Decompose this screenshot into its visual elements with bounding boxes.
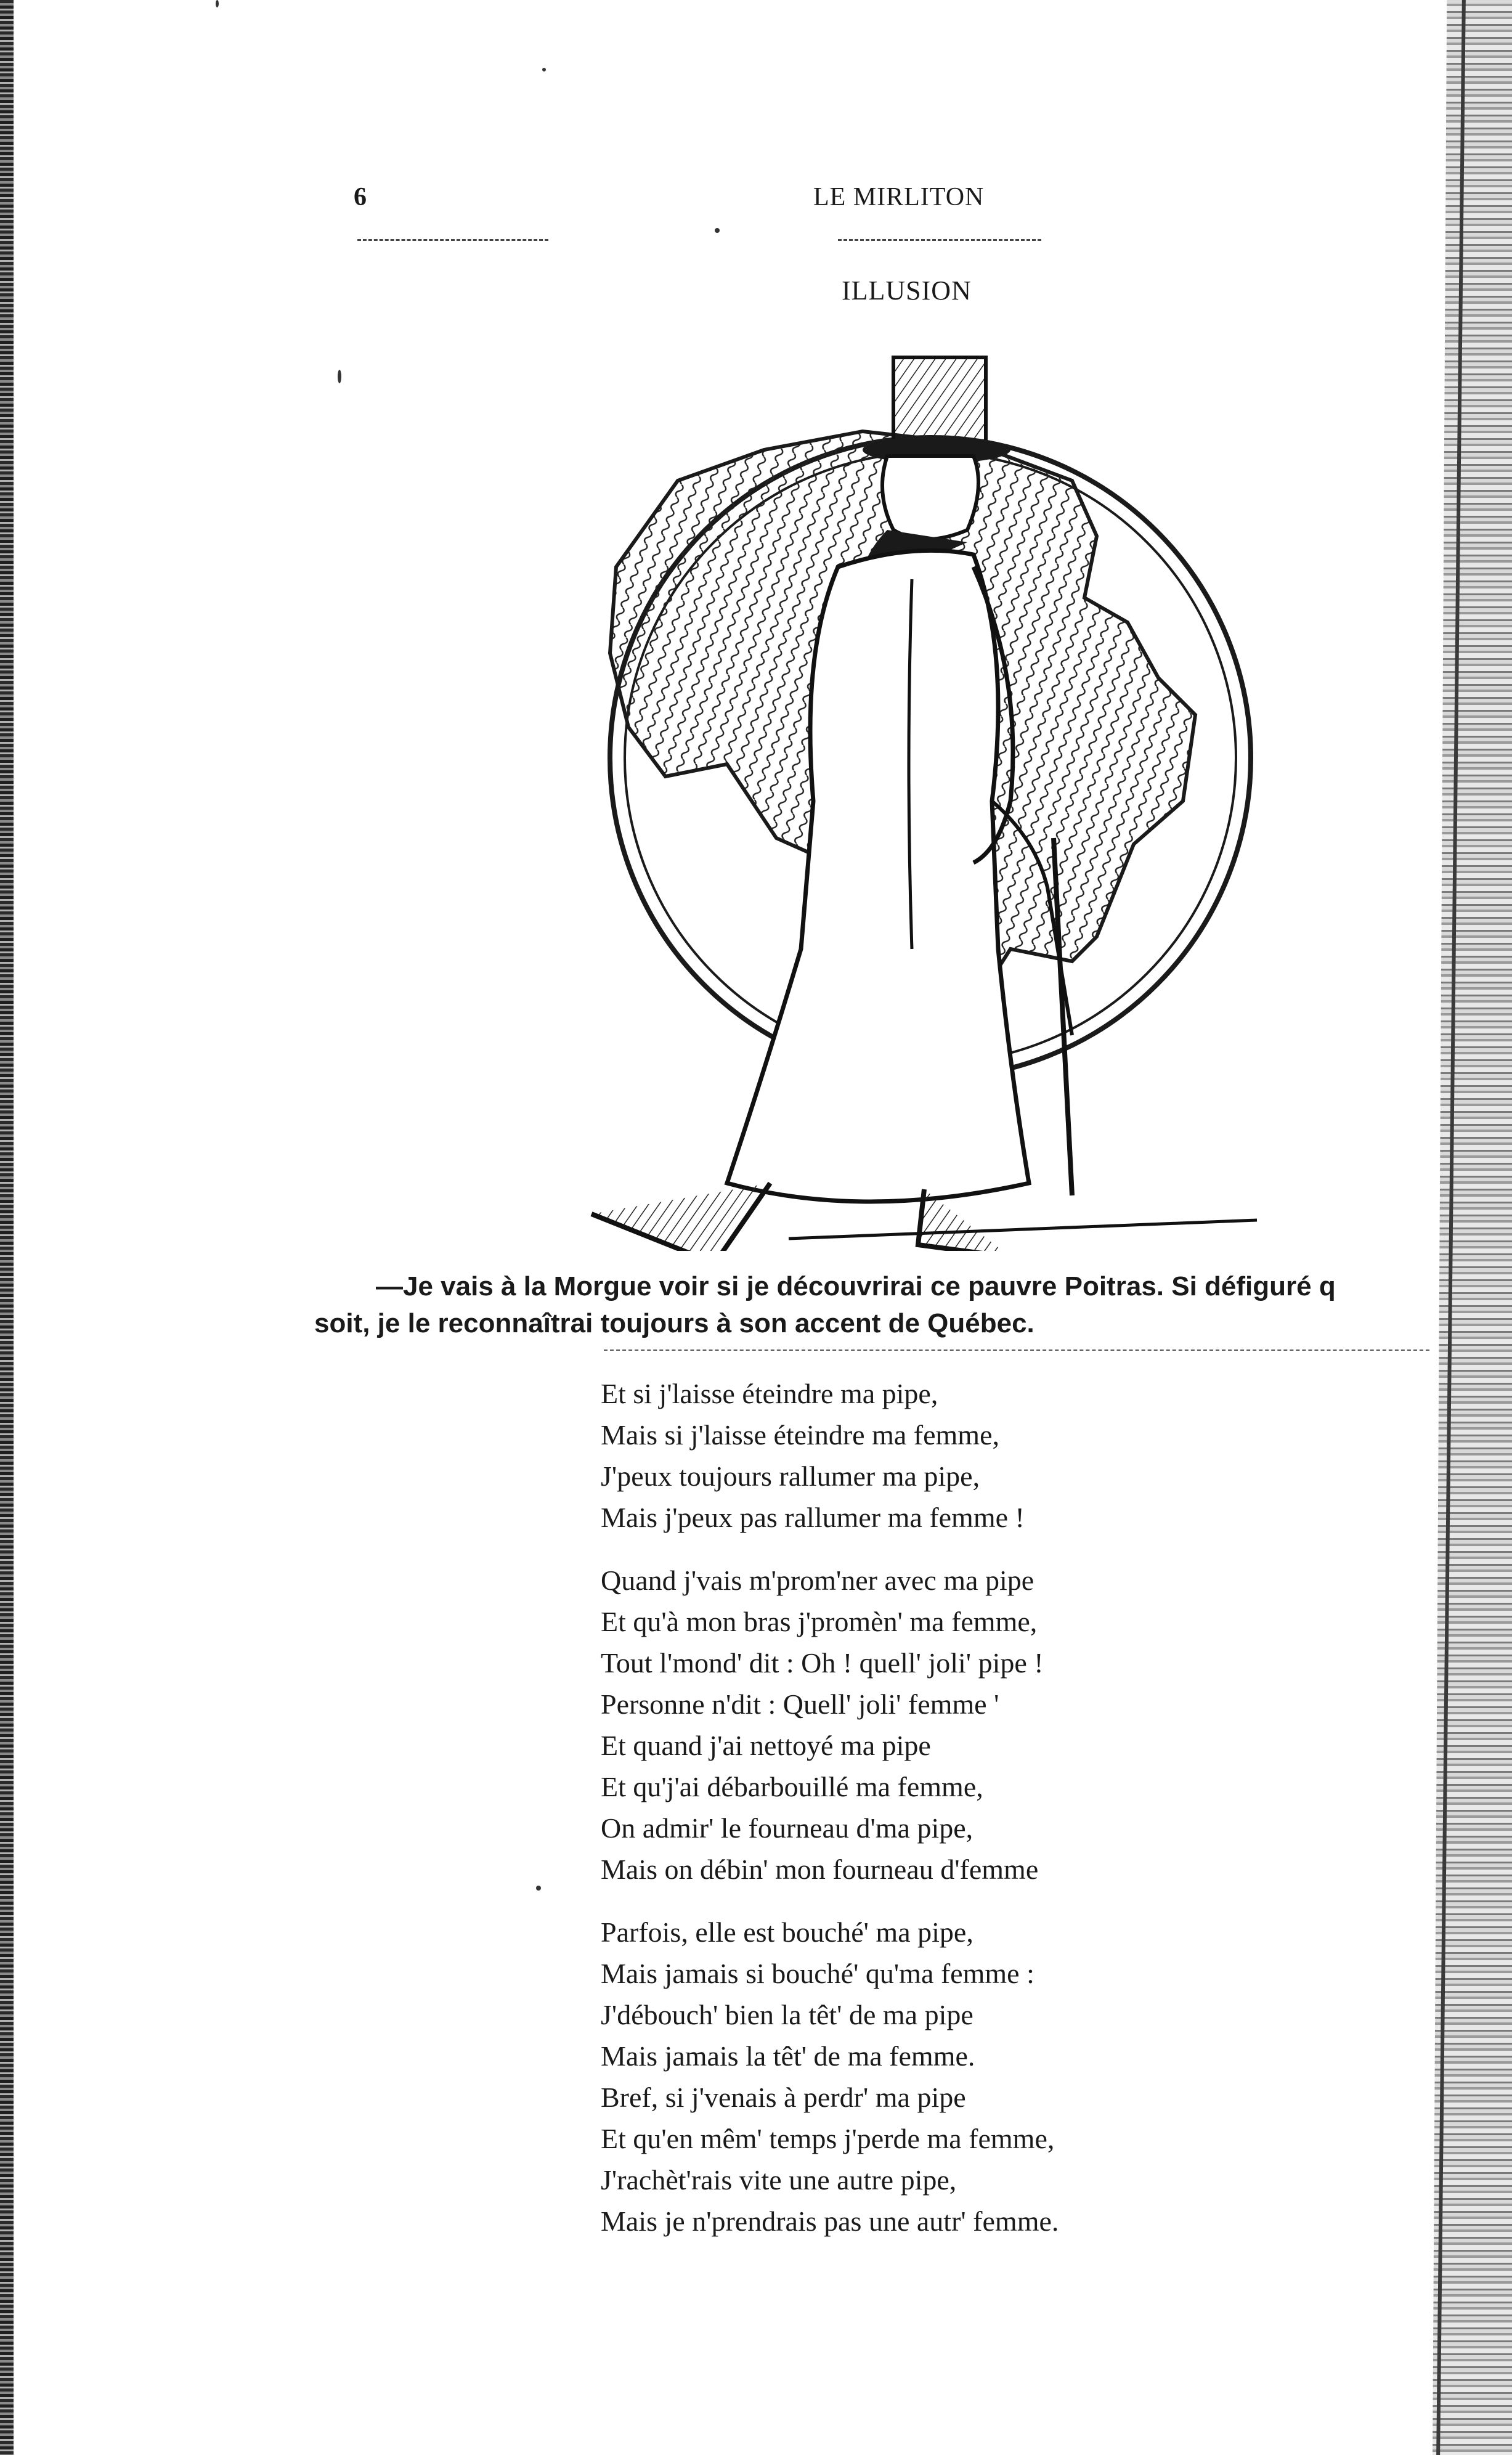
caption-line-2: soit, je le reconnaîtrai toujours à son accent de Québec.: [314, 1308, 1034, 1338]
verse-line: Et quand j'ai nettoyé ma pipe: [601, 1730, 931, 1761]
illustration-title: ILLUSION: [842, 275, 972, 306]
verse-line: J'rachèt'rais vite une autre pipe,: [601, 2164, 957, 2196]
scan-speck: [536, 1886, 541, 1891]
verse-line: Mais je n'prendrais pas une autr' femme.: [601, 2205, 1059, 2237]
verse-line: Mais jamais la têt' de ma femme.: [601, 2040, 975, 2072]
header-rule-right: [838, 239, 1041, 241]
caricature-illustration: [542, 333, 1282, 1251]
verse-line: Et qu'en mêm' temps j'perde ma femme,: [601, 2123, 1055, 2154]
poem: [601, 1373, 1059, 2263]
scan-speck: [542, 68, 546, 71]
verse-line: Tout l'mond' dit : Oh ! quell' joli' pipe !: [601, 1647, 1044, 1679]
scan-speck: [715, 228, 720, 233]
verse-line: J'débouch' bien la têt' de ma pipe: [601, 1999, 973, 2030]
scan-left-edge: [0, 0, 14, 2455]
caption-line-1: —Je vais à la Morgue voir si je découvrirai ce pauvre Poitras. Si défiguré q: [376, 1271, 1336, 1301]
scan-speck: [216, 0, 219, 7]
section-rule: [604, 1350, 1429, 1351]
running-head: LE MIRLITON: [813, 183, 985, 211]
verse-line: J'peux toujours rallumer ma pipe,: [601, 1460, 980, 1492]
page-number: 6: [354, 183, 367, 211]
verse-line: On admir' le fourneau d'ma pipe,: [601, 1812, 973, 1844]
stanza-1: [601, 1373, 1059, 1538]
verse-line: Et qu'à mon bras j'promèn' ma femme,: [601, 1606, 1038, 1637]
verse-line: Mais j'peux pas rallumer ma femme !: [601, 1502, 1025, 1533]
scan-speck: [338, 370, 341, 383]
scan-right-edge: [1433, 0, 1512, 2455]
illustration-caption: [314, 1268, 1436, 1342]
stanza-3: [601, 1911, 1059, 2242]
verse-line: Mais on débin' mon fourneau d'femme: [601, 1854, 1039, 1885]
verse-line: Bref, si j'venais à perdr' ma pipe: [601, 2082, 966, 2113]
header-rule-left: [357, 239, 548, 241]
verse-line: Quand j'vais m'prom'ner avec ma pipe: [601, 1565, 1034, 1596]
verse-line: Parfois, elle est bouché' ma pipe,: [601, 1916, 973, 1948]
stanza-2: [601, 1560, 1059, 1890]
verse-line: Et si j'laisse éteindre ma pipe,: [601, 1378, 938, 1409]
verse-line: Mais si j'laisse éteindre ma femme,: [601, 1419, 999, 1451]
verse-line: Personne n'dit : Quell' joli' femme ': [601, 1688, 999, 1720]
verse-line: Et qu'j'ai débarbouillé ma femme,: [601, 1771, 983, 1802]
verse-line: Mais jamais si bouché' qu'ma femme :: [601, 1958, 1034, 1989]
